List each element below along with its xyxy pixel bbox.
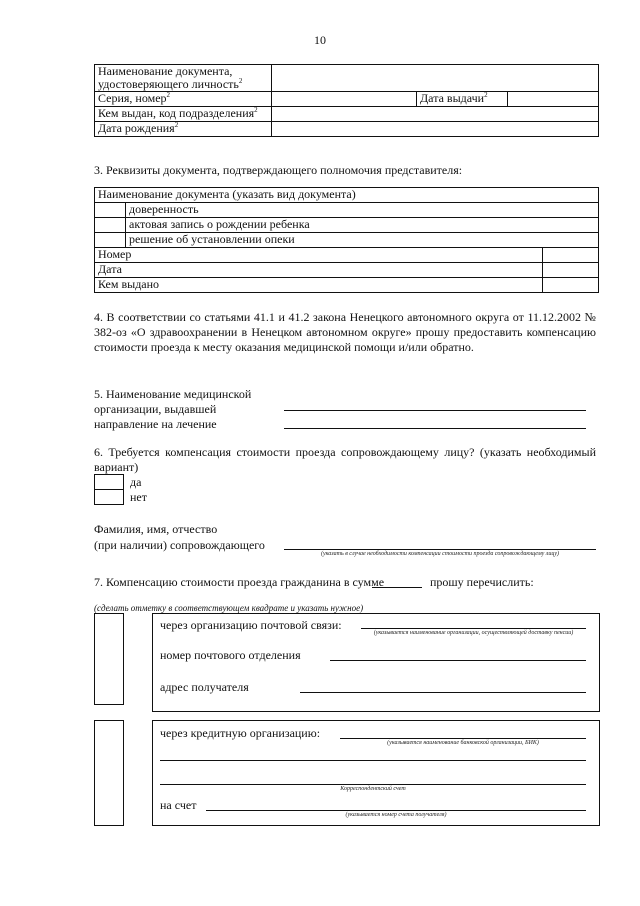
- checkbox-birth-record[interactable]: [95, 218, 126, 233]
- rep-date-label: Дата: [95, 263, 543, 278]
- label-no: нет: [130, 490, 147, 504]
- series-number-value[interactable]: [272, 92, 417, 107]
- post-office-line[interactable]: [330, 660, 586, 661]
- representative-document-table: [94, 187, 599, 293]
- birth-date-value[interactable]: [272, 122, 599, 137]
- bank-org-hint: (указывается наименование банковской организации, БИК): [387, 740, 539, 746]
- issued-by-label: Кем выдан, код подразделения$^2$: [95, 107, 272, 122]
- rep-doc-header: Наименование документа (указать вид документа): [95, 188, 599, 203]
- checkbox-no[interactable]: [94, 489, 124, 505]
- rep-issued-by-label: Кем выдано: [95, 278, 543, 293]
- escort-name-line[interactable]: [284, 549, 596, 550]
- section5-line2: организации, выдавшей: [94, 402, 217, 416]
- section5-line3: направление на лечение: [94, 417, 217, 431]
- series-number-label: Серия, номер$^2$: [95, 92, 272, 107]
- identity-document-table: [94, 64, 599, 137]
- account-label: на счет: [160, 798, 197, 812]
- post-office-label: номер почтового отделения: [160, 648, 301, 662]
- corr-account-line[interactable]: [160, 784, 586, 785]
- option-birth-record: актовая запись о рождении ребенка: [126, 218, 599, 233]
- post-label: через организацию почтовой связи:: [160, 618, 342, 632]
- label-yes: да: [130, 475, 142, 489]
- checkbox-guardianship[interactable]: [95, 233, 126, 248]
- post-address-line[interactable]: [300, 692, 586, 693]
- amount-line[interactable]: [372, 587, 422, 588]
- medical-org-line-2[interactable]: [284, 428, 586, 429]
- account-hint: (указывается номер счета получателя): [345, 812, 447, 818]
- option-power-of-attorney: доверенность: [126, 203, 599, 218]
- post-org-line[interactable]: [361, 628, 586, 629]
- doc-name-value[interactable]: [272, 65, 599, 92]
- birth-date-label: Дата рождения$^2$: [95, 122, 272, 137]
- checkbox-power-of-attorney[interactable]: [95, 203, 126, 218]
- section5-line1: 5. Наименование медицинской: [94, 387, 252, 401]
- medical-org-line-1[interactable]: [284, 410, 586, 411]
- checkbox-bank[interactable]: [94, 720, 124, 826]
- fio-label-1: Фамилия, имя, отчество: [94, 522, 218, 536]
- issue-date-value[interactable]: [508, 92, 599, 107]
- section7-text: 7. Компенсацию стоимости проезда гражданина в сумме: [94, 575, 385, 589]
- bank-label: через кредитную организацию:: [160, 726, 321, 740]
- fio-label-2: (при наличии) сопровождающего: [94, 538, 265, 552]
- rep-date-value[interactable]: [542, 263, 598, 278]
- section7-text-tail: прошу перечислить:: [430, 575, 534, 589]
- doc-name-label: Наименование документа, удостоверяющего личность$^2$: [95, 65, 272, 92]
- rep-number-value[interactable]: [542, 248, 598, 263]
- corr-account-hint: Корреспондентский счет: [340, 786, 406, 792]
- checkbox-post[interactable]: [94, 613, 124, 705]
- section3-title: 3. Реквизиты документа, подтверждающего полномочия представителя:: [94, 163, 463, 177]
- post-address-label: адрес получателя: [160, 680, 249, 694]
- account-line[interactable]: [206, 810, 586, 811]
- option-guardianship: решение об установлении опеки: [126, 233, 599, 248]
- issued-by-value[interactable]: [272, 107, 599, 122]
- rep-number-label: Номер: [95, 248, 543, 263]
- bank-extra-line[interactable]: [160, 760, 586, 761]
- checkbox-yes[interactable]: [94, 474, 124, 490]
- section7-instruction: (сделать отметку в соответствующем квадрате и указать нужное): [94, 603, 364, 613]
- issue-date-label: Дата выдачи$^2$: [417, 92, 508, 107]
- bank-org-line[interactable]: [340, 738, 586, 739]
- post-org-hint: (указывается наименование организации, осуществляющей доставку пенсии): [373, 630, 574, 636]
- rep-issued-by-value[interactable]: [542, 278, 598, 293]
- page-number: 10: [314, 33, 326, 47]
- section4-text: 4. В соответствии со статьями 41.1 и 41.2 закона Ненецкого автономного округа от 11.12.2002 № 382-оз «О здравоохранении в Ненецком автономном округе» прошу предоставить компенсацию стоимости проезда к месту оказания медицинской помощи и/или обратно.: [94, 310, 596, 354]
- section6-text: 6. Требуется компенсация стоимости проезда сопровождающему лицу? (указать необходимый вариант): [94, 445, 596, 474]
- escort-name-hint: (указать в случае необходимости компенсации стоимости проезда сопровождающему лицу): [320, 551, 560, 557]
